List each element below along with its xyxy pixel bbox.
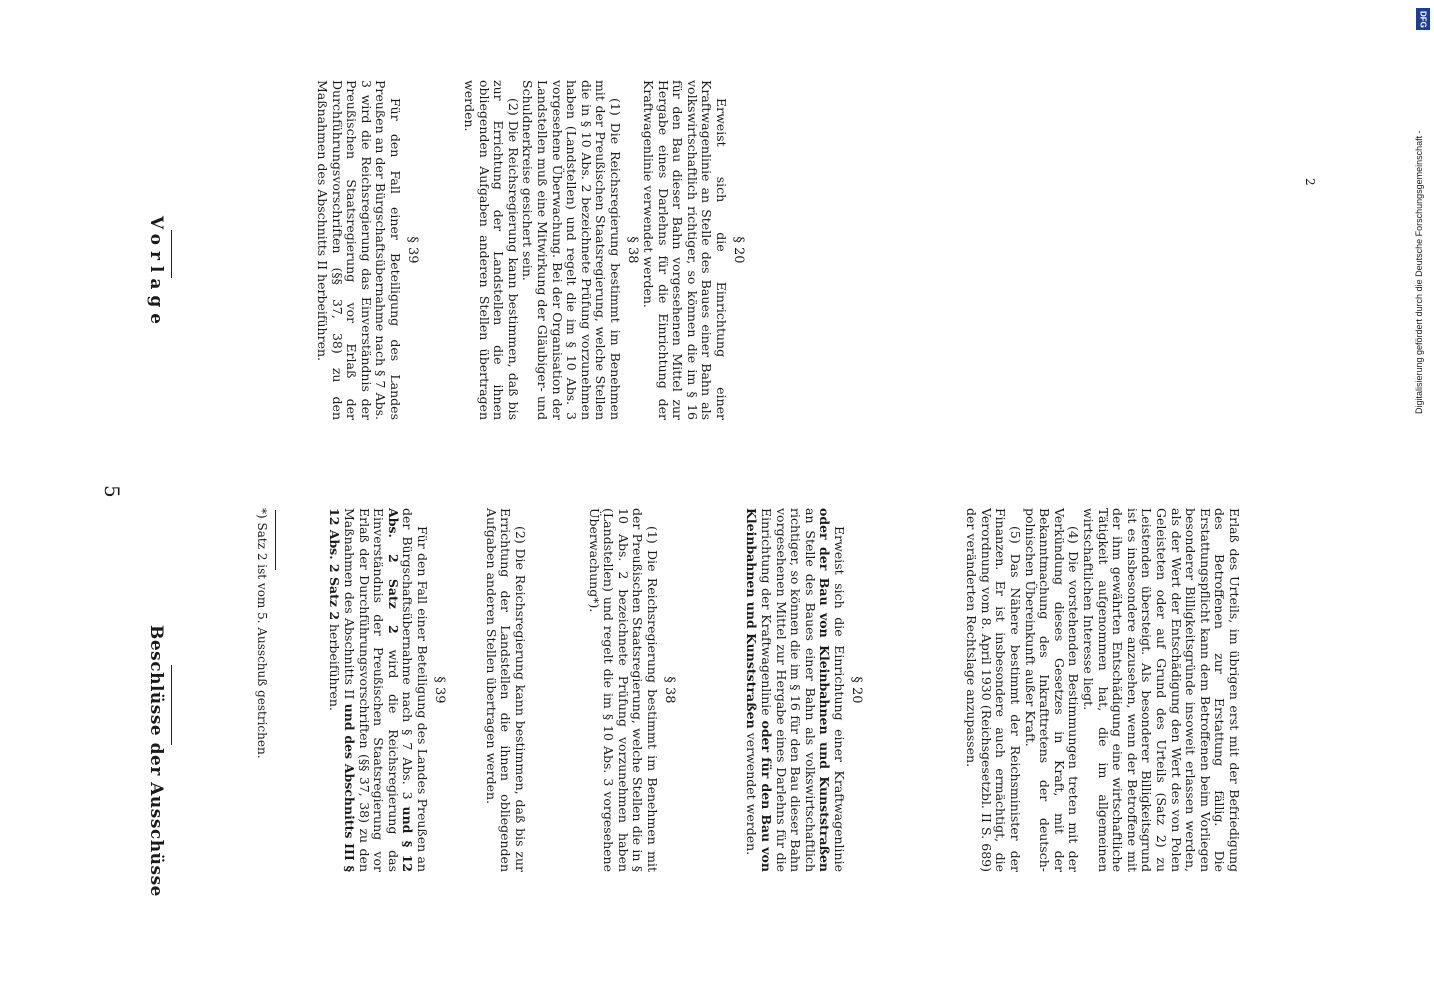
right-sec39-text: Für den Fall einer Beteiligung des Landes Preußen an der Bürgschaftsübernahme nach § 7 Abs. 3 und § 12 Abs. 2 Satz 2 wird die Reichsregierung das Einverständnis der Preußischen Staatsregierung vor Erlaß der Durchführungsvorschriften (§§ 37, 38) zu den Maßnahmen des Abschnitts II und des Abschnitts III § 12 Abs. 2 Satz 2 herbeiführen.: [327, 508, 430, 872]
right-sec20-text: Erweist sich die Einrichtung einer Kraftwagenlinie oder der Bau von Kleinbahnen und Kunststraßen an Stelle des Baues einer Bahn als volkswirtschaftlich richtiger, so können die im § 16 für den Bau dieser Bahn vorgesehenen Mittel zur Hergabe eines Darlehns für die Einrichtung der Kraftwagenlinie oder für den Bau von Kleinbahnen und Kunststraßen verwendet werden.: [744, 508, 847, 872]
left-sec20-head: § 20: [731, 236, 746, 264]
left-sec38-head: § 38: [625, 236, 640, 264]
digitization-credit: Digitalisierung gefördert durch die Deutsche Forschungsgemeinschaft -: [1414, 130, 1424, 414]
left-sec39-text: Für den Fall einer Beteiligung des Landes Preußen an der Bürgschaftsübernahme nach § 7 Abs. 3 wird die Reichsregierung das Einverständnis der Preußischen Staatsregierung vor Erlaß der Durchführungsvorschriften (§§ 37, 38) zu den Maßnahmen des Abschnitts II herbeiführen.: [315, 80, 403, 420]
right-sec20-head: § 20: [849, 676, 864, 704]
footnote: *) Satz 2 ist vom 5. Ausschuß gestrichen.: [255, 508, 269, 759]
ausschuesse-heading-rule: [171, 665, 172, 745]
right-sec38-p2: (2) Die Reichsregierung kann bestimmen, daß bis zur Errichtung der Landstellen die ihnen obliegenden Aufgaben anderen Stellen übertragen werden.: [483, 508, 528, 872]
right-sec38-text: (1) Die Reichsregierung bestimmt im Benehmen mit der Preußischen Staatsregierung, welche Stellen die in § 10 Abs. 2 bezeichnete Prüfung vorzunehmen haben (Landstellen) und regelt die im § 10 Abs. 3 vorgesehene Überwachung*).: [586, 508, 660, 872]
dfg-logo-icon: DFG: [1416, 8, 1430, 30]
right-intro-text: Erlaß des Urteils, im übrigen erst mit der Befriedigung des Betroffenen zur Erstattung fällig. Die Erstattungspflicht kann dem Betroffenen beim Vorliegen besonderer Billigkeitsgründe insoweit erlassen werden, als der Wert der Entschädigung den Wert des von Polen Geleisteten oder auf Grund des Urteils (Satz 2) zu Leistenden übersteigt. Als besonderer Billigkeitsgrund ist es insbesondere anzusehen, wenn der Betroffene mit der ihm gewährten Entschädigung eine wirtschaftliche Tätigkeit aufgenommen hat, die im allgemeinen wirtschaftlichen Interesse liegt. (4) Die vorstehenden Bestimmungen treten mit der Verkündung dieses Gesetzes in Kraft, mit der Bekanntmachung des Inkrafttretens der deutsch-polnischen Übereinkunft außer Kraft. (5) Das Nähere bestimmt der Reichsminister der Finanzen. Er ist insbesondere auch ermächtigt, die Verordnung vom 8. April 1930 (Reichsgesetzbl. II S. 689) der veränderten Rechtslage anzupassen.: [964, 508, 1242, 872]
right-sec39-head: § 39: [432, 676, 447, 704]
ausschuesse-heading: Beschlüsse der Ausschüsse: [146, 625, 166, 897]
sheet-number: 2: [1303, 178, 1317, 186]
footnote-rule: [275, 510, 276, 570]
vorlage-heading-rule: [171, 230, 172, 278]
left-sec20-text: Erweist sich die Einrichtung einer Kraftwagenlinie an Stelle des Baues einer Bahn als volkswirtschaftlich richtiger, so können die im § 16 für den Bau dieser Bahn vorgesehenen Mittel zur Hergabe eines Darlehns für die Einrichtung der Kraftwagenlinie verwendet werden.: [641, 80, 729, 420]
left-sec39-head: § 39: [405, 236, 420, 264]
right-sec38-head: § 38: [662, 676, 677, 704]
page-number: 5: [100, 485, 124, 498]
vorlage-heading: Vorlage: [146, 216, 166, 331]
left-sec38-text: (1) Die Reichsregierung bestimmt im Benehmen mit der Preußischen Staatsregierung, welche Stellen die in § 10 Abs. 2 bezeichnete Prüfung vorzunehmen haben (Landstellen) und regelt die im § 10 Abs. 3 vorgesehene Überwachung. Bei der Organisation der Landstellen muß eine Mitwirkung der Gläubiger- und Schuldnerkreise gesichert sein. (2) Die Reichsregierung kann bestimmen, daß bis zur Errichtung der Landstellen die ihnen obliegenden Aufgaben anderen Stellen übertragen werden.: [462, 80, 623, 420]
